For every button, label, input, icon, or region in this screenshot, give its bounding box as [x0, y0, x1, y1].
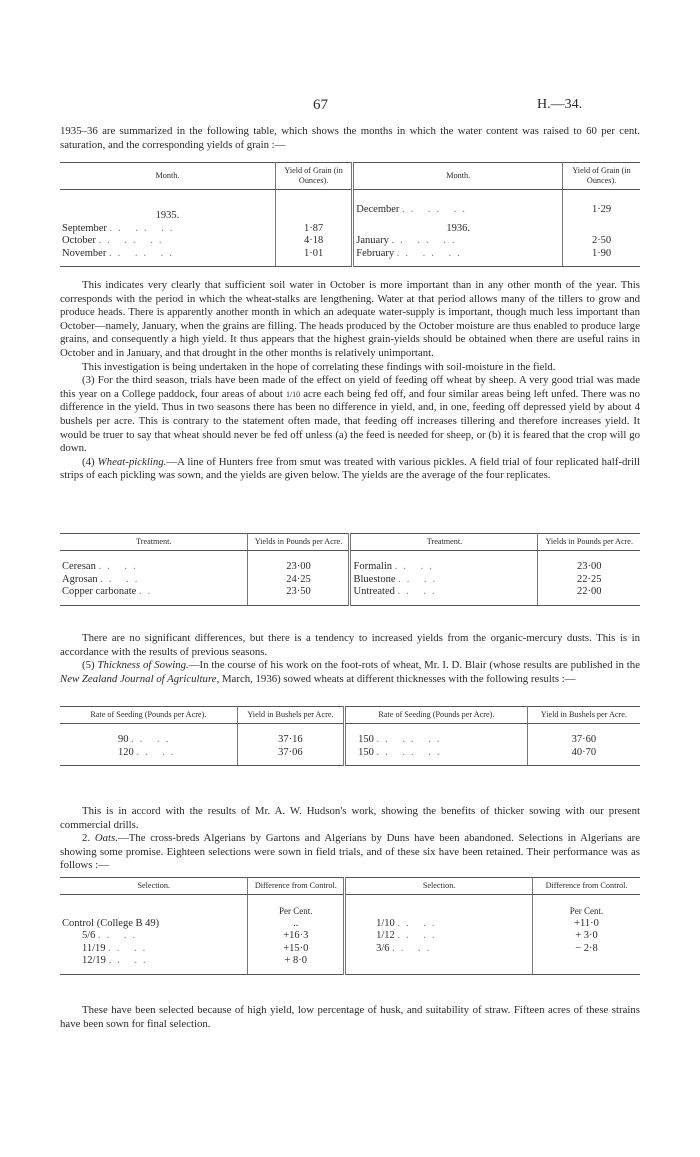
paragraphs-block-2: [60, 632, 640, 686]
paragraphs-block-1: [60, 279, 640, 483]
table-cell-value: − 2·8: [575, 942, 598, 954]
table-header: Difference from Control.: [533, 878, 640, 895]
table-cell-value: 1·01: [275, 248, 352, 267]
table-row: 1/12 .. ..: [345, 930, 533, 943]
table-row: January .. .. ..: [353, 235, 563, 248]
table-cell-value: +15·0: [248, 943, 345, 956]
closing-paragraph: These have been selected because of high yield, low percentage of husk, and suitability of straw. Fifteen acres of these strains have been sown for final selection.: [60, 1004, 640, 1030]
table-header: Month.: [353, 163, 563, 190]
table-header: Yield of Grain (in Ounces).: [275, 163, 352, 190]
table-row: Formalin .. ..: [350, 551, 538, 574]
table-cell-value: 23·00: [576, 561, 602, 572]
table-cell-value: 1·90: [563, 248, 640, 267]
table-row: 150 .. .. ..: [345, 724, 528, 747]
table-cell-value: + 8·0: [248, 955, 345, 974]
table-cell-value: 37·06: [237, 747, 344, 766]
table-cell-value: 22·25: [576, 573, 602, 585]
table-header: Yield in Bushels per Acre.: [527, 707, 640, 724]
table-cell-value: 1·87: [275, 223, 352, 236]
table-row: Bluestone .. ..: [350, 574, 538, 587]
paragraphs-block-3: [60, 805, 640, 873]
table-header: Selection.: [345, 878, 533, 895]
intro-paragraph: 1935–36 are summarized in the following table, which shows the months in which the water content was raised to 60 per cent. saturation, and the corresponding yields of grain :—: [60, 125, 640, 151]
table-cell-value: 22·00: [538, 586, 640, 605]
table-row: 1/10 .. ..: [345, 918, 533, 931]
table-row: 11/19 .. ..: [60, 943, 248, 956]
paragraph: This is in accord with the results of Mr. A. W. Hudson's work, showing the benefits of thicker sowing with our present commercial drills.: [60, 805, 640, 831]
table-cell-value: 4·18: [275, 235, 352, 248]
unit-label: Per Cent.: [569, 906, 604, 916]
table-cell-value: 23·50: [248, 586, 350, 605]
paragraph: (5) Thickness of Sowing.—In the course of his work on the foot-rots of wheat, Mr. I. D. Blair (whose results are published in the New Zealand Journal of Agriculture, March, 1936) sowed wheats at different thicknesses with the following results :—: [60, 659, 640, 685]
paragraph: This indicates very clearly that sufficient soil water in October is more important than in any other month of the year. This corresponds with the period in which the wheat-stalks are lengthening. Water at that period allows many of the tillers to grow and produce heads. There is apparently another month in which an adequate water-supply is important, though much less important than October—namely, January, when the grains are filling. The heads produced by the October moisture are thus enabled to produce large grains, and consequently a high yield. It thus appears that the highest grain-yields should be obtained when there are useful rains in October and in January, and that drought in the other months is relatively unimportant.: [60, 279, 640, 359]
table-row: Control (College B 49): [60, 918, 248, 931]
table-header: Yield in Bushels per Acre.: [237, 707, 344, 724]
pickling-yield-table: [60, 533, 640, 606]
unit-label: Per Cent.: [248, 895, 345, 918]
table-row: Copper carbonate ..: [60, 586, 248, 605]
table-row: 5/6 .. ..: [60, 930, 248, 943]
document-reference: H.—34.: [537, 97, 583, 112]
table-header: Month.: [60, 163, 275, 190]
table-row: 12/19 .. ..: [60, 955, 248, 974]
table-row: December .. .. ..: [353, 190, 563, 223]
table-cell-value: 24·25: [248, 574, 350, 587]
table-cell-value: 2·50: [591, 235, 612, 246]
table-cell-value: 37·60: [571, 734, 597, 745]
table-row: 150 .. .. ..: [345, 747, 528, 766]
table-cell-value: + 3·0: [575, 930, 598, 941]
table-header: Difference from Control.: [248, 878, 345, 895]
table-header: Yield of Grain (in Ounces).: [563, 163, 640, 190]
table-cell-value: +16·3: [248, 930, 345, 943]
paragraph: This investigation is being undertaken in the hope of correlating these findings with soil-moisture in the field.: [82, 360, 556, 373]
table-header: Yields in Pounds per Acre.: [538, 534, 640, 551]
paragraph: There are no significant differences, but there is a tendency to increased yields from the organic-mercury dusts. This is in accordance with the results of previous seasons.: [60, 632, 640, 658]
page-number: 67: [313, 97, 328, 113]
table-cell-value: 1·29: [591, 204, 612, 215]
table-row: Agrosan .. ..: [60, 574, 248, 587]
table-row: February .. .. ..: [353, 248, 563, 267]
year-label: 1935.: [60, 190, 275, 223]
table-header: Rate of Seeding (Pounds per Acre).: [345, 707, 528, 724]
table-cell-value: 37·16: [237, 724, 344, 747]
table-cell-value: ..: [248, 918, 345, 931]
table-header: Selection.: [60, 878, 248, 895]
soil-water-yield-table: [60, 162, 640, 267]
year-label: 1936.: [353, 223, 563, 236]
table-row: 3/6 .. ..: [345, 943, 533, 956]
table-cell-value: 40·70: [527, 747, 640, 766]
seeding-rate-table: [60, 706, 640, 766]
paragraph: (4) Wheat-pickling.—A line of Hunters free from smut was treated with various pickles. A field trial of four replicated half-drill strips of each pickling was sown, and the yields are given below. The yields are the average of the four replicates.: [60, 455, 640, 482]
table-row: November .. .. ..: [60, 248, 275, 267]
table-row: October .. .. ..: [60, 235, 275, 248]
table-row: 90 .. ..: [60, 724, 237, 747]
table-header: Rate of Seeding (Pounds per Acre).: [60, 707, 237, 724]
table-header: Treatment.: [350, 534, 538, 551]
table-row: Untreated .. ..: [350, 586, 538, 605]
table-row: September .. .. ..: [60, 223, 275, 236]
table-row: Ceresan .. ..: [60, 551, 248, 574]
table-header: Treatment.: [60, 534, 248, 551]
table-row: 120 .. ..: [60, 747, 237, 766]
paragraph: (3) For the third season, trials have been made of the effect on yield of feeding off wheat by sheep. A very good trial was made this year on a College paddock, four areas of about 1/10 acre each being fed off, and four similar areas being left unfed. There was no difference in the yield. Thus in two seasons there has been no difference in yield, and, in one, feeding off depressed yield by about 4 bushels per acre. This is contrary to the statement often made, that feeding off increases tillering and therefore increases yield. It would be truer to say that wheat should never be fed off unless (a) the feed is needed for sheep, or (b) it is feared that the crop will go down.: [60, 374, 640, 455]
table-cell-value: +11·0: [574, 917, 599, 929]
oat-selection-table: [60, 877, 640, 975]
table-cell-value: 23·00: [248, 551, 350, 574]
paragraph: 2. Oats.—The cross-breds Algerians by Gartons and Algerians by Duns have been abandoned. Selections in Algerians are showing some promise. Eighteen selections were sown in field trials, and of these six have been retained. Their performance was as follows :—: [60, 832, 641, 872]
table-header: Yields in Pounds per Acre.: [248, 534, 350, 551]
